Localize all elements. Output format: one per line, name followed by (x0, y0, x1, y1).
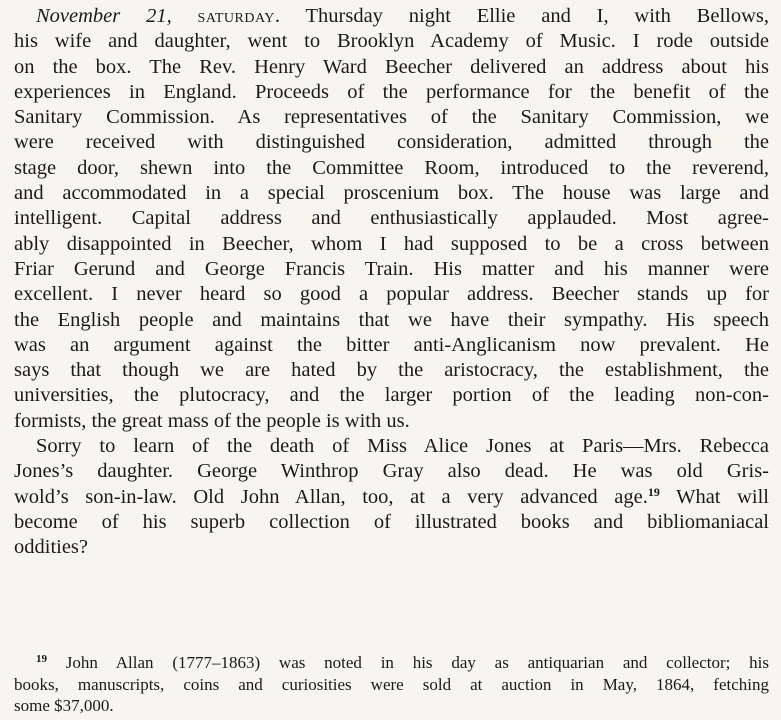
footnote-line-1 (14, 652, 769, 674)
entry-text: Thursday night Ellie and I, with Bellows, (305, 5, 769, 27)
entry-line: Jones’s daughter. George Winthrop Gray also dead. He was old Gris- (14, 460, 769, 483)
entry-line: the English people and maintains that we have their sympathy. His speech (14, 308, 769, 331)
footnote-reference: 19 (647, 484, 660, 499)
entry-date: November 21, (36, 5, 172, 27)
footnote-text: John Allan (1777–1863) was noted in his day as antiquarian and collector; his (65, 653, 769, 672)
footnote-line: some $37,000. (14, 696, 114, 715)
entry-line: his wife and daughter, went to Brooklyn Academy of Music. I rode outside (14, 30, 769, 53)
entry-line: intelligent. Capital address and enthusiastically applauded. Most agree- (14, 207, 769, 230)
diary-entry (14, 4, 769, 561)
footnote-line: books, manuscripts, coins and curiosities were sold at auction in May, 1864, fetching (14, 674, 769, 694)
footnote-marker: 19 (36, 653, 47, 665)
entry-line: ably disappointed in Beecher, whom I had supposed to be a cross between (14, 232, 769, 255)
entry-text: wold’s son-in-law. Old John Allan, too, at a very advanced age. (14, 485, 648, 508)
entry-line: was an argument against the bitter anti-Anglicanism now prevalent. He (14, 333, 769, 356)
entry-line: experiences in England. Proceeds of the performance for the benefit of the (14, 80, 769, 103)
entry-line: and accommodated in a special proscenium box. The house was large and (14, 182, 769, 205)
entry-line: Sanitary Commission. As representatives of the Sanitary Commission, we (14, 106, 769, 129)
entry-line: excellent. I never heard so good a popular address. Beecher stands up for (14, 283, 769, 306)
entry-weekday: saturday (197, 5, 275, 27)
entry-line: formists, the great mass of the people is with us. (14, 409, 410, 432)
entry-line-with-note (14, 485, 769, 510)
entry-line: Friar Gerund and George Francis Train. His matter and his manner were (14, 257, 769, 280)
entry-line: become of his superb collection of illustrated books and bibliomaniacal (14, 510, 769, 533)
entry-line: were received with distinguished consideration, admitted through the (14, 131, 769, 154)
entry-line: oddities? (14, 536, 89, 559)
footnote (14, 652, 769, 717)
entry-line: universities, the plutocracy, and the larger portion of the leading non-con- (14, 384, 769, 407)
entry-line: says that though we are hated by the aristocracy, the establishment, the (14, 359, 769, 382)
entry-line: stage door, shewn into the Committee Room, introduced to the reverend, (14, 156, 769, 179)
entry-text: What will (676, 485, 769, 508)
entry-line: on the box. The Rev. Henry Ward Beecher delivered an address about his (14, 55, 769, 78)
entry-line: Sorry to learn of the death of Miss Alice Jones at Paris—Mrs. Rebecca (36, 435, 769, 458)
entry-line-1: November 21, saturday. Thursday night Ellie and I, with Bellows, (36, 5, 769, 27)
